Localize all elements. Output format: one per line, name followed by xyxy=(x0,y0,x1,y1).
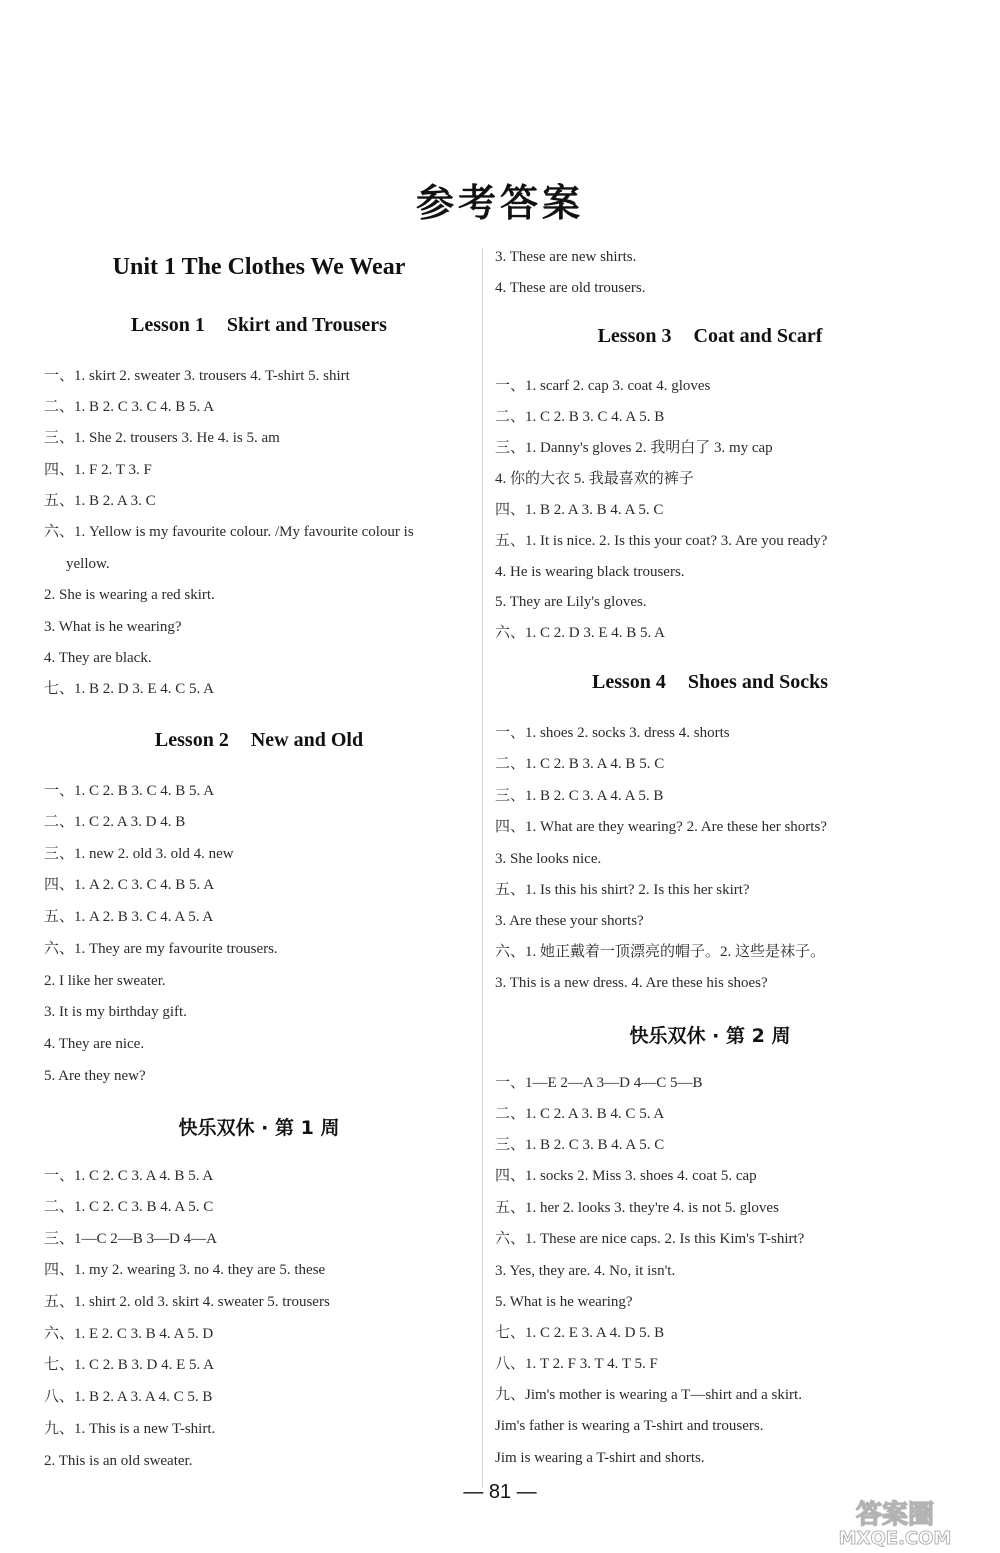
answer-line: 一、1. C 2. B 3. C 4. B 5. A xyxy=(44,783,215,799)
answer-line: 二、1. C 2. C 3. B 4. A 5. C xyxy=(44,1199,214,1215)
answer-line: 九、1. This is a new T-shirt. xyxy=(44,1421,216,1437)
answer-line: 5. They are Lily's gloves. xyxy=(495,594,647,610)
unit-title: Unit 1 The Clothes We Wear xyxy=(112,254,406,280)
answer-line: Jim's father is wearing a T-shirt and trousers. xyxy=(495,1418,764,1434)
answer-line: 三、1—C 2—B 3—D 4—A xyxy=(44,1231,217,1247)
answer-line: 二、1. C 2. B 3. C 4. A 5. B xyxy=(495,409,665,425)
answer-line: 4. He is wearing black trousers. xyxy=(495,564,685,580)
answer-line: 三、1. She 2. trousers 3. He 4. is 5. am xyxy=(44,430,280,446)
answer-line: 一、1. scarf 2. cap 3. coat 4. gloves xyxy=(495,378,711,394)
lesson-2-heading xyxy=(44,729,474,752)
page-number: — 81 — xyxy=(463,1481,537,1503)
lesson-2-label: Lesson 2 xyxy=(154,729,229,751)
answer-line: 九、Jim's mother is wearing a T—shirt and a skirt. xyxy=(495,1387,802,1403)
answer-line: 五、1. Is this his shirt? 2. Is this her skirt? xyxy=(495,882,750,898)
answer-line: 四、1. my 2. wearing 3. no 4. they are 5. these xyxy=(44,1262,326,1278)
answer-line: 二、1. B 2. C 3. C 4. B 5. A xyxy=(44,399,215,415)
answer-line: Jim is wearing a T-shirt and shorts. xyxy=(495,1450,705,1466)
answer-line: 三、1. B 2. C 3. A 4. A 5. B xyxy=(495,788,664,804)
lesson-2-name: New and Old xyxy=(250,729,364,751)
watermark-bottom-text: MXQE.COM xyxy=(838,1528,952,1548)
lesson-3-heading xyxy=(495,325,925,348)
answer-line: 八、1. T 2. F 3. T 4. T 5. F xyxy=(495,1356,658,1372)
lesson-4-label: Lesson 4 xyxy=(592,671,666,693)
answer-line: 3. It is my birthday gift. xyxy=(44,1004,187,1020)
watermark-top-text: 答案圈 xyxy=(855,1500,935,1530)
lesson-3-name: Coat and Scarf xyxy=(693,325,823,347)
answer-line: 3. What is he wearing? xyxy=(44,619,182,635)
lesson-4-name: Shoes and Socks xyxy=(687,671,828,693)
lesson-1-name: Skirt and Trousers xyxy=(226,314,387,336)
answer-line: 六、1. They are my favourite trousers. xyxy=(44,941,278,957)
answer-line: 4. They are black. xyxy=(44,650,152,666)
answer-line: 四、1. F 2. T 3. F xyxy=(44,462,152,478)
answer-line: 六、1. Yellow is my favourite colour. /My favourite colour is xyxy=(44,524,414,540)
answer-line: 一、1. shoes 2. socks 3. dress 4. shorts xyxy=(495,725,730,741)
answer-line: 三、1. B 2. C 3. B 4. A 5. C xyxy=(495,1137,665,1153)
answer-line: 3. This is a new dress. 4. Are these his shoes? xyxy=(495,975,768,991)
answer-line: 四、1. B 2. A 3. B 4. A 5. C xyxy=(495,502,664,518)
answer-line: 五、1. shirt 2. old 3. skirt 4. sweater 5. trousers xyxy=(44,1294,330,1310)
answer-line: 4. These are old trousers. xyxy=(495,280,646,296)
answer-line: 2. This is an old sweater. xyxy=(44,1453,193,1469)
answer-line: 五、1. her 2. looks 3. they're 4. is not 5. gloves xyxy=(495,1200,779,1216)
answer-line: 三、1. Danny's gloves 2. 我明白了 3. my cap xyxy=(495,440,773,456)
answer-line: 五、1. It is nice. 2. Is this your coat? 3. Are you ready? xyxy=(495,533,828,549)
week-1-heading: 快乐双休 · 第 1 周 xyxy=(178,1117,340,1139)
answer-line: 六、1. C 2. D 3. E 4. B 5. A xyxy=(495,625,666,641)
answer-line: 3. These are new shirts. xyxy=(495,249,637,265)
answer-line: 七、1. B 2. D 3. E 4. C 5. A xyxy=(44,681,215,697)
answer-line: 5. Are they new? xyxy=(44,1068,146,1084)
lesson-1-label: Lesson 1 xyxy=(131,314,205,336)
answer-line: 5. What is he wearing? xyxy=(495,1294,633,1310)
answer-line: 二、1. C 2. A 3. B 4. C 5. A xyxy=(495,1106,665,1122)
answer-line: 2. I like her sweater. xyxy=(44,973,166,989)
answer-line: 二、1. C 2. B 3. A 4. B 5. C xyxy=(495,756,665,772)
column-divider xyxy=(482,248,483,1488)
watermark-logo xyxy=(800,1496,990,1548)
answer-line: 四、1. What are they wearing? 2. Are these her shorts? xyxy=(495,819,827,835)
answer-line: 七、1. C 2. B 3. D 4. E 5. A xyxy=(44,1357,215,1373)
answer-line: 一、1. skirt 2. sweater 3. trousers 4. T-shirt 5. shirt xyxy=(44,368,350,384)
answer-line: 五、1. A 2. B 3. C 4. A 5. A xyxy=(44,909,214,925)
answer-line: 4. They are nice. xyxy=(44,1036,145,1052)
answer-line: 八、1. B 2. A 3. A 4. C 5. B xyxy=(44,1389,213,1405)
answer-line: 三、1. new 2. old 3. old 4. new xyxy=(44,846,234,862)
answer-line: 2. She is wearing a red skirt. xyxy=(44,587,215,603)
answer-line: 六、1. These are nice caps. 2. Is this Kim's T-shirt? xyxy=(495,1231,805,1247)
lesson-4-heading xyxy=(495,671,925,694)
lesson-3-label: Lesson 3 xyxy=(597,325,672,347)
answer-line: 一、1—E 2—A 3—D 4—C 5—B xyxy=(495,1075,703,1091)
answer-line: 四、1. A 2. C 3. C 4. B 5. A xyxy=(44,877,215,893)
answer-line: 七、1. C 2. E 3. A 4. D 5. B xyxy=(495,1325,665,1341)
answer-line: 二、1. C 2. A 3. D 4. B xyxy=(44,814,186,830)
page-title: 参考答案 xyxy=(415,181,584,225)
answer-line: 一、1. C 2. C 3. A 4. B 5. A xyxy=(44,1168,214,1184)
answer-line: 五、1. B 2. A 3. C xyxy=(44,493,156,509)
answer-line: 六、1. E 2. C 3. B 4. A 5. D xyxy=(44,1326,214,1342)
answer-line: 六、1. 她正戴着一顶漂亮的帽子。2. 这些是袜子。 xyxy=(495,944,826,960)
answer-line: yellow. xyxy=(66,556,110,572)
answer-line: 4. 你的大衣 5. 我最喜欢的裤子 xyxy=(495,471,694,487)
answer-line: 3. Yes, they are. 4. No, it isn't. xyxy=(495,1263,676,1279)
answer-line: 3. Are these your shorts? xyxy=(495,913,644,929)
lesson-1-heading xyxy=(44,314,474,337)
answer-line: 3. She looks nice. xyxy=(495,851,602,867)
answer-line: 四、1. socks 2. Miss 3. shoes 4. coat 5. cap xyxy=(495,1168,757,1184)
week-2-heading: 快乐双休 · 第 2 周 xyxy=(629,1025,791,1047)
